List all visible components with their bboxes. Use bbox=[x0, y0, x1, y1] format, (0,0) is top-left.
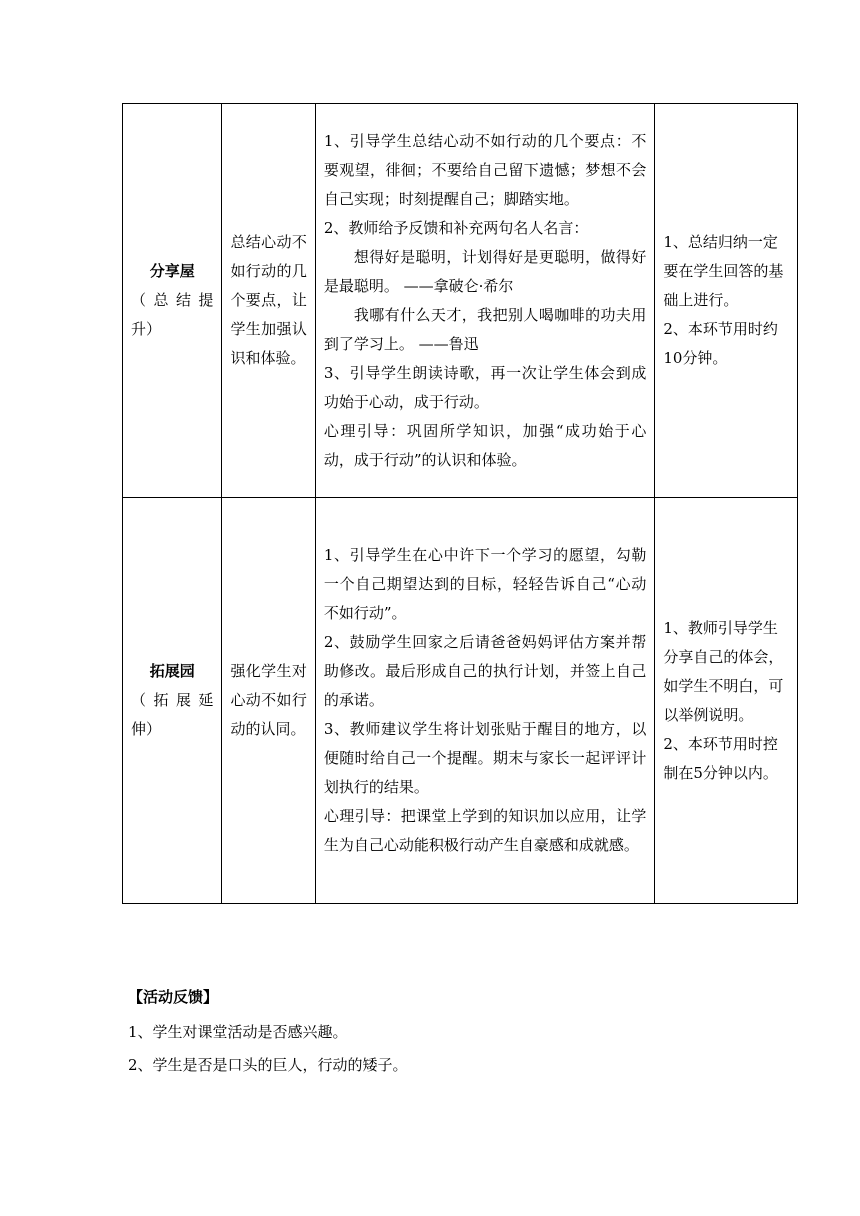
stage-title: 分享屋 bbox=[149, 262, 195, 280]
quote-text: 我哪有什么天才，我把别人喝咖啡的功夫用到了学习上。 ——鲁迅 bbox=[323, 305, 647, 353]
process-step: 3、引导学生朗读诗歌，再一次让学生体会到成功始于心动，成于行动。 bbox=[323, 363, 647, 411]
notes-cell bbox=[655, 104, 798, 498]
table-row bbox=[123, 498, 798, 904]
stage-subtitle: （拓展延伸） bbox=[131, 691, 214, 738]
notes-cell bbox=[655, 498, 798, 904]
feedback-title: 【活动反馈】 bbox=[128, 988, 219, 1006]
feedback-item: 1、学生对课堂活动是否感兴趣。 bbox=[128, 1023, 348, 1041]
quote-text: 想得好是聪明，计划得好是更聪明，做得好是最聪明。 ——拿破仑·希尔 bbox=[323, 247, 647, 295]
note-text: 2、本环节用时约10分钟。 bbox=[663, 320, 778, 367]
psych-guidance: 心理引导：把课堂上学到的知识加以应用，让学生为自己心动能积极行动产生自豪感和成就感。 bbox=[323, 807, 647, 854]
note-text: 2、本环节用时控制在5分钟以内。 bbox=[663, 734, 778, 782]
goal-cell bbox=[222, 104, 315, 498]
table-row bbox=[123, 104, 798, 498]
lesson-plan-table bbox=[122, 103, 798, 904]
goal-cell bbox=[222, 498, 315, 904]
process-step: 2、鼓励学生回家之后请爸爸妈妈评估方案并帮助修改。最后形成自己的执行计划，并签上自己的承诺。 bbox=[323, 633, 647, 709]
psych-guidance: 心理引导：巩固所学知识，加强“成功始于心动，成于行动”的认识和体验。 bbox=[323, 421, 647, 469]
process-step: 2、教师给予反馈和补充两句名人名言： bbox=[323, 218, 589, 237]
process-cell bbox=[315, 104, 655, 498]
process-step: 1、引导学生总结心动不如行动的几个要点：不要观望，徘徊；不要给自己留下遗憾；梦想不会自己实现；时刻提醒自己；脚踏实地。 bbox=[323, 131, 647, 208]
goal-text: 强化学生对心动不如行动的认同。 bbox=[230, 662, 307, 738]
stage-title: 拓展园 bbox=[149, 662, 195, 680]
stage-cell bbox=[123, 498, 222, 904]
goal-text: 总结心动不如行动的几个要点，让学生加强认识和体验。 bbox=[230, 233, 307, 367]
process-step: 3、教师建议学生将计划张贴于醒目的地方，以便随时给自己一个提醒。期末与家长一起评评计划执行的结果。 bbox=[323, 720, 647, 796]
stage-cell bbox=[123, 104, 222, 498]
process-step: 1、引导学生在心中许下一个学习的愿望，勾勒一个自己期望达到的目标，轻轻告诉自己“心动不如行动”。 bbox=[323, 546, 647, 622]
feedback-item: 2、学生是否是口头的巨人，行动的矮子。 bbox=[128, 1056, 408, 1074]
note-text: 1、教师引导学生分享自己的体会，如学生不明白，可以举例说明。 bbox=[663, 618, 784, 724]
process-cell bbox=[315, 498, 655, 904]
note-text: 1、总结归纳一定要在学生回答的基础上进行。 bbox=[663, 233, 784, 309]
activity-feedback bbox=[128, 984, 788, 1082]
stage-subtitle: （总结提升） bbox=[131, 291, 214, 338]
